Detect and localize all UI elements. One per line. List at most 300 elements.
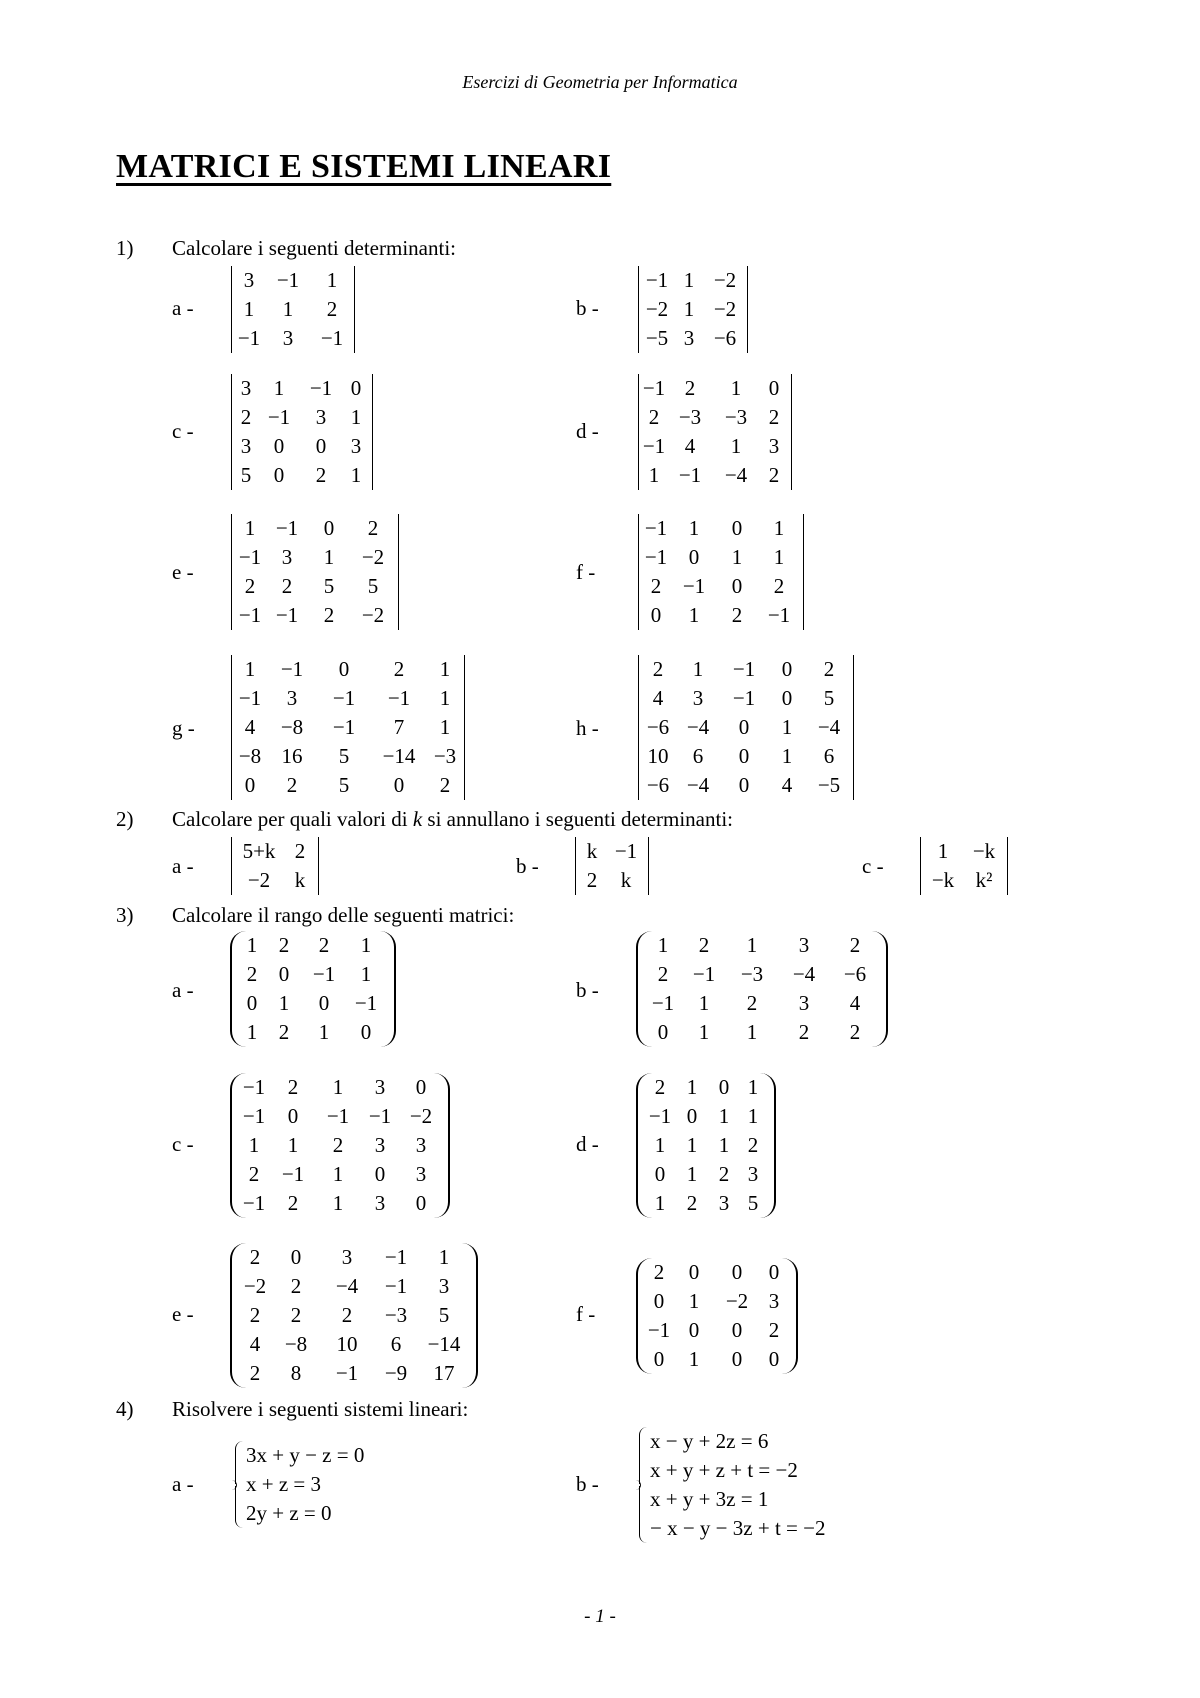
system-equations	[246, 1441, 364, 1528]
matrix-cell: 3	[798, 991, 810, 1015]
matrix-row	[234, 684, 462, 713]
matrix-cell: −8	[284, 1332, 308, 1356]
matrix-cell: −1	[678, 463, 702, 487]
matrix-row	[645, 1189, 767, 1218]
exercise-text-4: Risolvere i seguenti sistemi lineari:	[172, 1397, 469, 1421]
matrix-row	[641, 742, 851, 771]
matrix-cell: 1	[318, 1020, 330, 1044]
ex1-label-b: b -	[576, 296, 599, 320]
matrix-cell: −1	[767, 603, 791, 627]
matrix-cell: −8	[238, 744, 262, 768]
matrix-cell: −1	[238, 545, 262, 569]
matrix-cell: −1	[384, 1274, 408, 1298]
matrix-row	[239, 1189, 441, 1218]
matrix-cell: 2	[326, 297, 338, 321]
matrix-row	[641, 514, 801, 543]
matrix-cell: 2	[731, 603, 743, 627]
equation-line: 2y + z = 0	[246, 1501, 332, 1525]
matrix-table	[923, 837, 1005, 895]
matrix-cell: 7	[393, 715, 405, 739]
equation-line: x − y + 2z = 6	[650, 1429, 769, 1453]
matrix-row	[645, 1316, 789, 1345]
matrix-cell: 1	[688, 603, 700, 627]
matrix-row	[234, 866, 316, 895]
matrix-3c	[230, 1073, 450, 1218]
matrix-cell: 1	[746, 1020, 758, 1044]
matrix-cell: −k	[972, 839, 996, 863]
matrix-row	[234, 543, 396, 572]
matrix-cell: −2	[725, 1289, 749, 1313]
equation-line: 3x + y − z = 0	[246, 1443, 365, 1467]
matrix-cell: 2	[718, 1162, 730, 1186]
matrix-cell: −6	[843, 962, 867, 986]
matrix-row	[234, 266, 352, 295]
exercise-number-2: 2)	[116, 807, 134, 831]
matrix-table	[645, 1073, 767, 1218]
matrix-cell: −1	[651, 991, 675, 1015]
matrix-cell: 1	[781, 715, 793, 739]
matrix-cell: 1	[246, 1020, 258, 1044]
matrix-cell: 1	[781, 744, 793, 768]
ex1-label-g: g -	[172, 716, 195, 740]
matrix-cell: 3	[286, 686, 298, 710]
matrix-cell: 0	[731, 516, 743, 540]
matrix-cell: 2	[654, 1075, 666, 1099]
matrix-cell: 2	[244, 574, 256, 598]
matrix-cell: 2	[798, 1020, 810, 1044]
matrix-row	[239, 931, 387, 960]
matrix-cell: −1	[644, 545, 668, 569]
matrix-cell: −1	[320, 326, 344, 350]
ex3-label-e: e -	[172, 1302, 194, 1326]
matrix-cell: 3	[282, 326, 294, 350]
matrix-row	[239, 989, 387, 1018]
matrix-3d	[636, 1073, 776, 1218]
exercise-text-2-part1: Calcolare per quali valori di	[172, 807, 408, 831]
matrix-cell: −1	[267, 405, 291, 429]
matrix-cell: 3	[374, 1075, 386, 1099]
matrix-cell: 1	[718, 1133, 730, 1157]
matrix-cell: 1	[332, 1191, 344, 1215]
ex1-label-c: c -	[172, 419, 194, 443]
matrix-cell: 2	[290, 1303, 302, 1327]
ex3-label-b: b -	[576, 978, 599, 1002]
matrix-cell: 2	[315, 463, 327, 487]
determinant-1f	[638, 514, 804, 630]
matrix-3f	[636, 1258, 798, 1374]
matrix-cell: 2	[773, 574, 785, 598]
matrix-cell: −8	[280, 715, 304, 739]
matrix-cell: −6	[713, 326, 737, 350]
matrix-cell: −1	[732, 686, 756, 710]
matrix-cell: 1	[243, 297, 255, 321]
ex2-label-a: a -	[172, 854, 194, 878]
matrix-cell: 1	[332, 1075, 344, 1099]
determinant-1c	[231, 374, 373, 490]
matrix-cell: 0	[415, 1191, 427, 1215]
matrix-cell: k	[586, 839, 598, 863]
matrix-cell: 2	[586, 868, 598, 892]
determinant-1h	[638, 655, 854, 800]
matrix-cell: 0	[686, 1104, 698, 1128]
matrix-table	[641, 655, 851, 800]
matrix-cell: 4	[652, 686, 664, 710]
matrix-cell: 0	[657, 1020, 669, 1044]
matrix-row	[239, 1330, 469, 1359]
matrix-cell: 1	[686, 1075, 698, 1099]
matrix-cell: 4	[781, 773, 793, 797]
matrix-row	[641, 601, 801, 630]
matrix-cell: −1	[275, 603, 299, 627]
matrix-cell: 1	[688, 1289, 700, 1313]
matrix-table	[234, 837, 316, 895]
matrix-row	[641, 771, 851, 800]
matrix-row	[234, 295, 352, 324]
matrix-cell: −1	[368, 1104, 392, 1128]
matrix-cell: −3	[740, 962, 764, 986]
matrix-cell: −4	[817, 715, 841, 739]
matrix-cell: 3	[798, 933, 810, 957]
matrix-table	[234, 374, 370, 490]
determinant-1g	[231, 655, 465, 800]
matrix-cell: 0	[393, 773, 405, 797]
matrix-row	[578, 837, 646, 866]
left-brace-icon	[230, 1441, 242, 1528]
matrix-3b	[636, 931, 888, 1047]
matrix-cell: 1	[350, 405, 362, 429]
matrix-cell: k	[620, 868, 632, 892]
matrix-cell: −2	[645, 297, 669, 321]
matrix-row	[641, 374, 789, 403]
matrix-row	[645, 989, 879, 1018]
matrix-row	[645, 1258, 789, 1287]
matrix-cell: −1	[312, 962, 336, 986]
matrix-cell: 1	[244, 516, 256, 540]
matrix-cell: −2	[713, 268, 737, 292]
matrix-cell: 16	[281, 744, 303, 768]
matrix-cell: 0	[374, 1162, 386, 1186]
matrix-cell: 3	[692, 686, 704, 710]
matrix-cell: 2	[281, 574, 293, 598]
matrix-cell: 2	[650, 574, 662, 598]
matrix-cell: −1	[326, 1104, 350, 1128]
matrix-cell: 6	[390, 1332, 402, 1356]
matrix-row	[234, 514, 396, 543]
matrix-cell: 0	[318, 991, 330, 1015]
matrix-cell: 2	[684, 376, 696, 400]
matrix-cell: 2	[332, 1133, 344, 1157]
matrix-cell: 2	[249, 1361, 261, 1385]
matrix-cell: 0	[718, 1075, 730, 1099]
matrix-cell: 17	[433, 1361, 455, 1385]
matrix-cell: −6	[646, 773, 670, 797]
matrix-cell: 1	[718, 1104, 730, 1128]
matrix-cell: 3	[747, 1162, 759, 1186]
matrix-cell: 10	[336, 1332, 358, 1356]
matrix-row	[234, 771, 462, 800]
matrix-cell: 1	[692, 657, 704, 681]
matrix-cell: 2	[287, 1191, 299, 1215]
matrix-cell: 3	[683, 326, 695, 350]
matrix-cell: 1	[439, 686, 451, 710]
matrix-cell: 5	[323, 574, 335, 598]
ex4-label-b: b -	[576, 1472, 599, 1496]
exercise-number-4: 4)	[116, 1397, 134, 1421]
matrix-cell: 4	[849, 991, 861, 1015]
exercise-text-3: Calcolare il rango delle seguenti matrici:	[172, 903, 515, 927]
matrix-cell: 2	[323, 603, 335, 627]
matrix-cell: 0	[731, 1347, 743, 1371]
matrix-row	[234, 713, 462, 742]
matrix-cell: 0	[246, 991, 258, 1015]
equation-line: − x − y − 3z + t = −2	[650, 1516, 826, 1540]
matrix-cell: 1	[287, 1133, 299, 1157]
determinant-1d	[638, 374, 792, 490]
matrix-row	[239, 960, 387, 989]
matrix-cell: −2	[713, 297, 737, 321]
matrix-cell: 0	[738, 744, 750, 768]
matrix-cell: 0	[653, 1289, 665, 1313]
matrix-cell: 2	[746, 991, 758, 1015]
equation-line: x + y + z + t = −2	[650, 1458, 798, 1482]
matrix-cell: 1	[937, 839, 949, 863]
matrix-cell: 0	[654, 1162, 666, 1186]
matrix-cell: −1	[242, 1191, 266, 1215]
matrix-cell: 0	[768, 376, 780, 400]
matrix-cell: 0	[731, 574, 743, 598]
matrix-cell: 3	[240, 434, 252, 458]
ex1-label-d: d -	[576, 419, 599, 443]
matrix-cell: 0	[688, 1260, 700, 1284]
matrix-row	[578, 866, 646, 895]
matrix-cell: −4	[686, 773, 710, 797]
matrix-cell: −1	[692, 962, 716, 986]
matrix-cell: 0	[688, 1318, 700, 1342]
matrix-cell: 1	[648, 463, 660, 487]
matrix-cell: −1	[281, 1162, 305, 1186]
matrix-row	[234, 324, 352, 353]
matrix-row	[645, 1131, 767, 1160]
ex1-label-h: h -	[576, 716, 599, 740]
matrix-table	[641, 514, 801, 630]
matrix-row	[234, 461, 370, 490]
matrix-cell: −5	[817, 773, 841, 797]
matrix-cell: 0	[415, 1075, 427, 1099]
matrix-cell: 1	[683, 297, 695, 321]
matrix-cell: 2	[318, 933, 330, 957]
matrix-cell: 1	[686, 1162, 698, 1186]
matrix-row	[234, 742, 462, 771]
ex3-label-a: a -	[172, 978, 194, 1002]
matrix-cell: 2	[768, 1318, 780, 1342]
matrix-cell: −3	[678, 405, 702, 429]
matrix-cell: 1	[730, 434, 742, 458]
matrix-cell: −2	[361, 603, 385, 627]
matrix-cell: −1	[242, 1075, 266, 1099]
matrix-cell: 1	[657, 933, 669, 957]
determinant-1e	[231, 514, 399, 630]
matrix-cell: −2	[409, 1104, 433, 1128]
matrix-cell: 2	[248, 1162, 260, 1186]
ex3-label-d: d -	[576, 1132, 599, 1156]
matrix-row	[645, 960, 879, 989]
matrix-cell: 2	[439, 773, 451, 797]
matrix-table	[645, 1258, 789, 1374]
exercise-text-1: Calcolare i seguenti determinanti:	[172, 236, 456, 260]
matrix-cell: −1	[354, 991, 378, 1015]
matrix-cell: 0	[338, 657, 350, 681]
determinant-1a	[231, 266, 355, 353]
matrix-cell: 1	[698, 1020, 710, 1044]
matrix-cell: −1	[642, 434, 666, 458]
matrix-cell: 5	[438, 1303, 450, 1327]
matrix-cell: −5	[645, 326, 669, 350]
matrix-cell: 2	[747, 1133, 759, 1157]
matrix-cell: 3	[718, 1191, 730, 1215]
matrix-cell: −2	[247, 868, 271, 892]
matrix-cell: 1	[747, 1075, 759, 1099]
ex3-label-c: c -	[172, 1132, 194, 1156]
matrix-cell: −1	[242, 1104, 266, 1128]
matrix-cell: −1	[280, 657, 304, 681]
matrix-row	[645, 1345, 789, 1374]
matrix-cell: −1	[647, 1318, 671, 1342]
matrix-cell: −3	[724, 405, 748, 429]
matrix-row	[923, 837, 1005, 866]
matrix-cell: 5	[338, 773, 350, 797]
ex1-label-e: e -	[172, 560, 194, 584]
variable-k: k	[412, 807, 423, 831]
matrix-cell: 0	[323, 516, 335, 540]
matrix-cell: 0	[738, 773, 750, 797]
matrix-cell: 3	[240, 376, 252, 400]
matrix-cell: −3	[384, 1303, 408, 1327]
ex4-label-a: a -	[172, 1472, 194, 1496]
matrix-cell: 0	[768, 1347, 780, 1371]
matrix-cell: 4	[244, 715, 256, 739]
matrix-cell: 0	[244, 773, 256, 797]
matrix-table	[641, 374, 789, 490]
matrix-table	[234, 655, 462, 800]
matrix-cell: 4	[249, 1332, 261, 1356]
ex3-label-f: f -	[576, 1302, 596, 1326]
matrix-cell: 2	[849, 1020, 861, 1044]
matrix-cell: k	[294, 868, 306, 892]
matrix-cell: 0	[738, 715, 750, 739]
matrix-row	[641, 572, 801, 601]
matrix-3e	[230, 1243, 478, 1388]
matrix-table	[239, 1073, 441, 1218]
exercise-text-2-part2: si annullano i seguenti determinanti:	[427, 807, 734, 831]
matrix-row	[234, 403, 370, 432]
matrix-cell: −1	[614, 839, 638, 863]
matrix-row	[641, 684, 851, 713]
matrix-cell: −1	[335, 1361, 359, 1385]
matrix-table	[578, 837, 646, 895]
matrix-cell: 1	[326, 268, 338, 292]
ex1-label-f: f -	[576, 560, 596, 584]
equation-line: x + z = 3	[246, 1472, 322, 1496]
linear-system-4a	[230, 1441, 364, 1528]
matrix-cell: −1	[237, 326, 261, 350]
matrix-row	[641, 461, 789, 490]
matrix-cell: 0	[688, 545, 700, 569]
matrix-cell: 0	[653, 1347, 665, 1371]
matrix-cell: 3	[415, 1133, 427, 1157]
matrix-row	[239, 1131, 441, 1160]
matrix-cell: 0	[350, 376, 362, 400]
matrix-cell: 1	[350, 463, 362, 487]
matrix-cell: 5	[240, 463, 252, 487]
matrix-cell: 2	[249, 1303, 261, 1327]
system-equations	[650, 1427, 825, 1543]
matrix-cell: 0	[781, 686, 793, 710]
matrix-cell: 0	[360, 1020, 372, 1044]
exercise-text-2	[172, 807, 733, 832]
matrix-cell: 2	[367, 516, 379, 540]
matrix-cell: 1	[731, 545, 743, 569]
matrix-cell: 0	[768, 1260, 780, 1284]
matrix-cell: 6	[823, 744, 835, 768]
ex2-label-c: c -	[862, 854, 884, 878]
matrix-cell: −1	[387, 686, 411, 710]
matrix-cell: −1	[642, 376, 666, 400]
determinant-2a	[231, 837, 319, 895]
matrix-row	[923, 866, 1005, 895]
matrix-cell: −1	[332, 686, 356, 710]
matrix-cell: −1	[648, 1104, 672, 1128]
matrix-cell: 1	[688, 1347, 700, 1371]
matrix-cell: −1	[309, 376, 333, 400]
matrix-cell: −1	[332, 715, 356, 739]
matrix-cell: −4	[724, 463, 748, 487]
matrix-table	[239, 1243, 469, 1388]
matrix-cell: 10	[647, 744, 669, 768]
ex1-label-a: a -	[172, 296, 194, 320]
matrix-row	[641, 432, 789, 461]
matrix-cell: −1	[238, 603, 262, 627]
matrix-row	[239, 1359, 469, 1388]
matrix-cell: 3	[350, 434, 362, 458]
matrix-cell: 0	[731, 1318, 743, 1342]
matrix-row	[234, 432, 370, 461]
matrix-cell: 1	[244, 657, 256, 681]
matrix-cell: k²	[975, 868, 993, 892]
matrix-row	[234, 837, 316, 866]
matrix-cell: 2	[698, 933, 710, 957]
matrix-cell: 1	[360, 933, 372, 957]
matrix-cell: −1	[644, 516, 668, 540]
matrix-cell: 0	[650, 603, 662, 627]
ex2-label-b: b -	[516, 854, 539, 878]
determinant-2c	[920, 837, 1008, 895]
matrix-cell: 3	[374, 1191, 386, 1215]
determinant-2b	[575, 837, 649, 895]
matrix-cell: 5+k	[242, 839, 276, 863]
matrix-cell: −6	[646, 715, 670, 739]
matrix-cell: −2	[243, 1274, 267, 1298]
matrix-cell: −14	[427, 1332, 461, 1356]
matrix-cell: 1	[730, 376, 742, 400]
matrix-cell: 1	[773, 545, 785, 569]
matrix-cell: 2	[393, 657, 405, 681]
matrix-row	[234, 601, 396, 630]
matrix-cell: 1	[698, 991, 710, 1015]
matrix-cell: −1	[276, 268, 300, 292]
matrix-cell: 1	[323, 545, 335, 569]
left-brace-icon	[634, 1427, 646, 1543]
matrix-cell: 6	[692, 744, 704, 768]
